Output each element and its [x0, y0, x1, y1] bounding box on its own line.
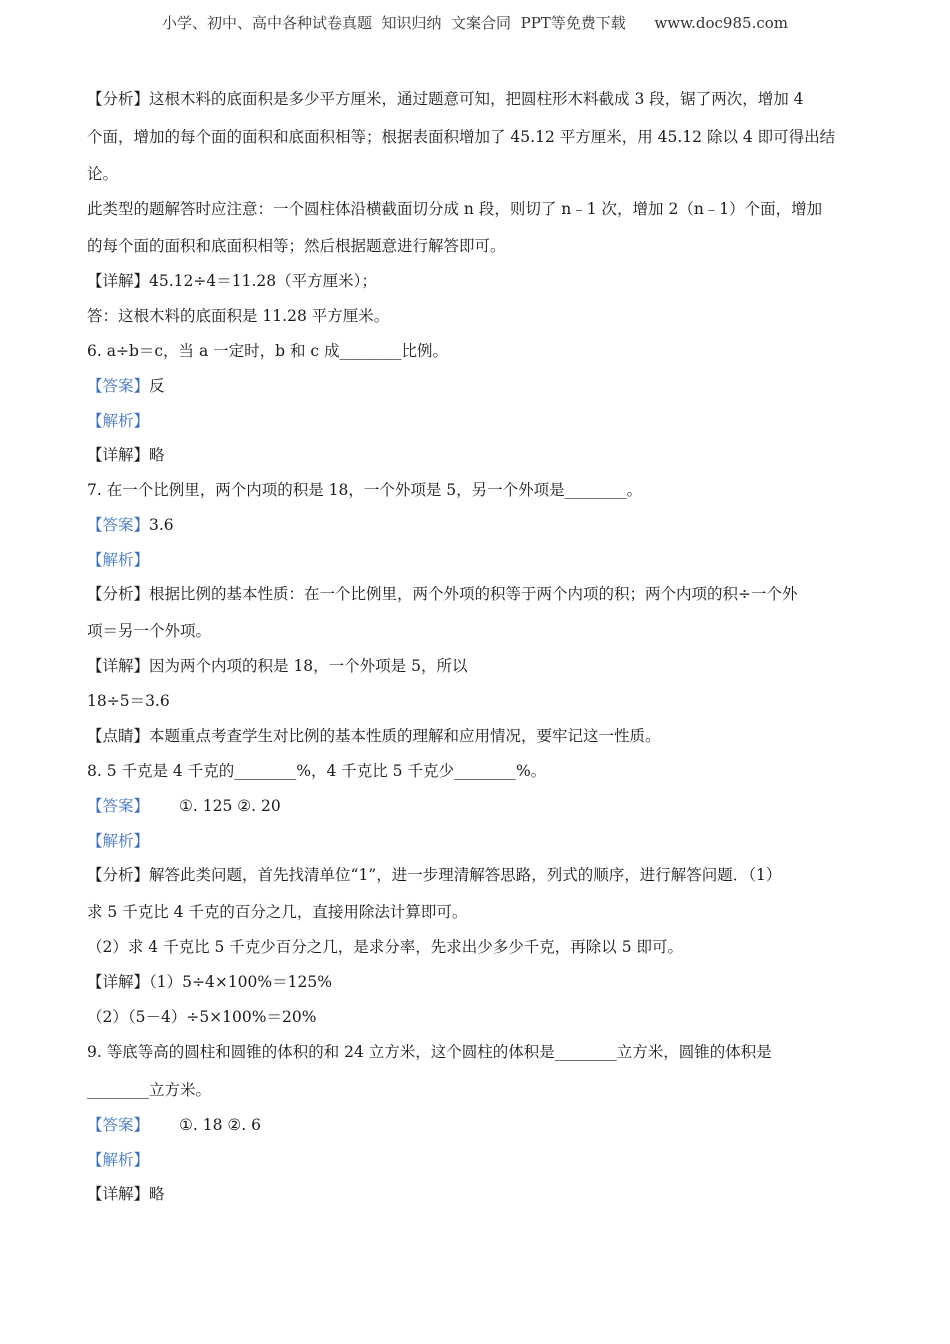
line-text: 3.6 [149, 516, 174, 534]
page-header: 小学、初中、高中各种试卷真题 知识归纳 文案合同 PPT等免费下载 www.doc985.com [161, 14, 788, 32]
section-tag: 【详解】 [87, 973, 150, 991]
section-tag: 【答案】 [87, 1116, 150, 1134]
text-line [87, 480, 642, 500]
line-text: （1）5÷4×100%＝125% [149, 973, 332, 991]
line-text: 9. 等底等高的圆柱和圆锥的体积的和 24 立方米，这个圆柱的体积是________立方米，圆锥的体积是 [87, 1043, 772, 1061]
section-tag: 【解析】 [87, 412, 150, 430]
section-tag: 【详解】 [87, 272, 150, 290]
section-tag: 【分析】 [87, 585, 150, 603]
text-line [87, 236, 506, 256]
text-line [87, 937, 683, 957]
line-text: 项＝另一个外项。 [87, 622, 212, 640]
line-text: 本题重点考查学生对比例的基本性质的理解和应用情况，要牢记这一性质。 [149, 727, 661, 745]
line-text: （2）（5－4）÷5×100%＝20% [87, 1008, 317, 1026]
section-tag: 【分析】 [87, 866, 150, 884]
text-line [87, 1150, 149, 1170]
text-line [87, 341, 448, 361]
section-tag: 【答案】 [87, 377, 150, 395]
line-text: 8. 5 千克是 4 千克的________%，4 千克比 5 千克少________%。 [87, 762, 547, 780]
line-text: 解答此类问题，首先找清单位“1”，进一步理清解答思路，列式的顺序，进行解答问题．（1） [149, 866, 782, 884]
text-line [87, 271, 377, 291]
text-line [87, 972, 332, 992]
section-tag: 【答案】 [87, 797, 150, 815]
text-line [87, 445, 165, 465]
line-text: 这根木料的底面积是多少平方厘米，通过题意可知，把圆柱形木料截成 3 段，锯了两次，增加 4 [149, 90, 804, 108]
line-text: ①. 18 ②. 6 [179, 1116, 262, 1134]
text-line [87, 796, 281, 816]
line-text: 略 [149, 1185, 165, 1203]
text-line [87, 411, 149, 431]
section-tag: 【答案】 [87, 516, 150, 534]
section-tag: 【解析】 [87, 1151, 150, 1169]
line-text: 此类型的题解答时应注意：一个圆柱体沿横截面切分成 n 段，则切了 n﹣1 次，增加 2（n﹣1）个面，增加 [87, 200, 823, 218]
line-text: 个面，增加的每个面的面积和底面积相等；根据表面积增加了 45.12 平方厘米，用 45.12 除以 4 即可得出结 [87, 128, 836, 146]
text-line [87, 691, 170, 711]
line-text: 求 5 千克比 4 千克的百分之几，直接用除法计算即可。 [87, 903, 468, 921]
line-text: 反 [149, 377, 165, 395]
section-tag: 【详解】 [87, 1185, 150, 1203]
line-text: 答：这根木料的底面积是 11.28 平方厘米。 [87, 307, 390, 325]
text-line [87, 902, 467, 922]
line-text: 45.12÷4＝11.28（平方厘米）； [149, 272, 377, 290]
text-line [87, 1080, 211, 1100]
text-line [87, 550, 149, 570]
section-tag: 【分析】 [87, 90, 150, 108]
text-line [87, 89, 804, 109]
line-text: 略 [149, 446, 165, 464]
section-tag: 【解析】 [87, 551, 150, 569]
line-text: ________立方米。 [87, 1081, 212, 1099]
section-tag: 【解析】 [87, 832, 150, 850]
text-line [87, 127, 835, 147]
text-line [87, 1007, 316, 1027]
section-tag: 【点睛】 [87, 727, 150, 745]
text-line [87, 831, 149, 851]
line-text: ①. 125 ②. 20 [179, 797, 281, 815]
line-text: 论。 [87, 165, 119, 183]
text-line [87, 726, 661, 746]
section-tag: 【详解】 [87, 657, 150, 675]
text-line [87, 515, 174, 535]
text-line [87, 584, 798, 604]
line-text: 7. 在一个比例里，两个内项的积是 18，一个外项是 5，另一个外项是________。 [87, 481, 643, 499]
text-line [87, 199, 822, 219]
text-line [87, 865, 781, 885]
text-line [87, 656, 467, 676]
text-line [87, 164, 118, 184]
text-line [87, 1042, 772, 1062]
line-text: 根据比例的基本性质：在一个比例里，两个外项的积等于两个内项的积；两个内项的积÷一个外 [149, 585, 798, 603]
text-line [87, 306, 389, 326]
text-line [87, 761, 546, 781]
line-text: 6. a÷b＝c，当 a 一定时，b 和 c 成________比例。 [87, 342, 449, 360]
line-text: 的每个面的面积和底面积相等；然后根据题意进行解答即可。 [87, 237, 506, 255]
line-text: 18÷5＝3.6 [87, 692, 170, 710]
text-line [87, 1115, 261, 1135]
line-text: 因为两个内项的积是 18，一个外项是 5，所以 [149, 657, 468, 675]
text-line [87, 621, 211, 641]
line-text: （2）求 4 千克比 5 千克少百分之几，是求分率，先求出少多少千克，再除以 5 即可。 [87, 938, 684, 956]
text-line [87, 376, 165, 396]
section-tag: 【详解】 [87, 446, 150, 464]
text-line [87, 1184, 165, 1204]
